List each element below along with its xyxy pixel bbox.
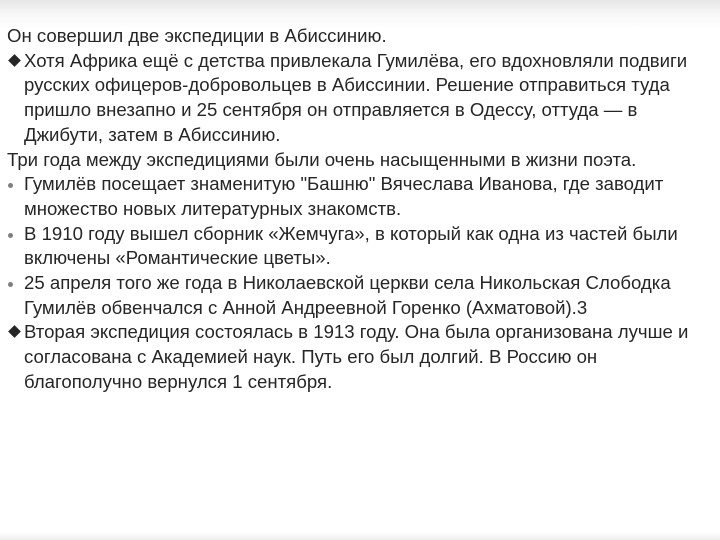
- between-expeditions-paragraph: Три года между экспедициями были очень насыщенными в жизни поэта.: [7, 148, 637, 170]
- dot-bullet-icon: [7, 172, 24, 196]
- zhemchuga-text: В 1910 году вышел сборник «Жемчуга», в который как одна из частей были включены «Романтические цветы».: [24, 222, 678, 269]
- first-expedition-item: [7, 49, 713, 148]
- wedding-item: [7, 271, 713, 320]
- bashnya-item: [7, 172, 713, 221]
- dot-bullet-icon: [7, 222, 24, 246]
- bashnya-text: Гумилёв посещает знаменитую "Башню" Вячеслава Иванова, где заводит множество новых литературных знакомств.: [24, 173, 664, 219]
- bottom-band: [0, 532, 720, 540]
- second-expedition-item: [7, 320, 713, 394]
- slide-content: [7, 24, 713, 395]
- intro-paragraph: Он совершил две экспедиции в Абиссинию.: [7, 25, 387, 46]
- wedding-text: 25 апреля того же года в Николаевской церкви села Никольская Слободка Гумилёв обвенчался с Анной Андреевной Горенко (Ахматовой).3: [24, 272, 671, 318]
- first-expedition-text: Хотя Африка ещё с детства привлекала Гумилёва, его вдохновляли подвиги русских офицеров-добровольцев в Абиссинии. Решение отправиться туда пришло внезапно и 25 сентября он отправляется в Одессу, оттуда — в Джибути, затем в Абиссинию.: [24, 49, 688, 145]
- zhemchuga-item: [7, 222, 713, 271]
- diamond-bullet-icon: [7, 49, 24, 73]
- top-band: [0, 0, 720, 14]
- dot-bullet-icon: [7, 271, 24, 295]
- diamond-bullet-icon: [7, 320, 24, 344]
- second-expedition-text: Вторая экспедиция состоялась в 1913 году. Она была организована лучше и согласована с Академией наук. Путь его был долгий. В Россию он благополучно вернулся 1 сентября.: [24, 321, 689, 392]
